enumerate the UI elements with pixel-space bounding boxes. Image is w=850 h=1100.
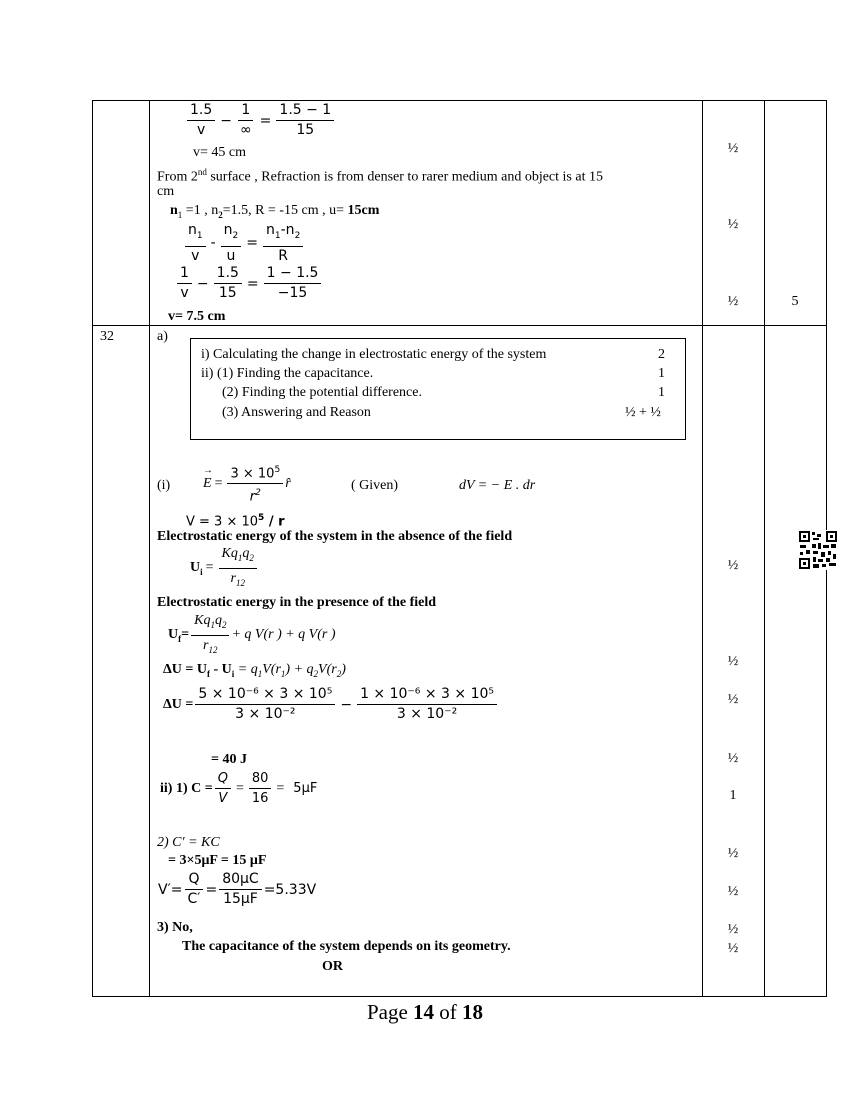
- q32-mark-7: ½: [727, 884, 739, 899]
- ui-expression: $U_i$ = $\frac{Kq_1q_2}{r_{12}}$: [190, 545, 259, 592]
- box-line-3-mark: 1: [658, 385, 665, 400]
- qr-code-icon: [798, 530, 838, 570]
- c-prime-value: = 3×5μF = 15 μF: [168, 853, 267, 868]
- potential-expression: $V = 3 \times 10^5 / r$: [186, 513, 285, 530]
- table-top-border: [92, 100, 827, 101]
- delta-u-calculation: ΔU = $\frac{\text{5 × 10⁻⁶ × 3 × 10⁵}}{\text{3 × 10⁻²}}$ − $\frac{\text{1 × 10⁻⁶ × 3 × 10⁵}}{\text{3 × 10⁻²}}$: [163, 686, 499, 723]
- q32-mark-9: ½: [727, 941, 739, 956]
- capacitance-expression: ii) 1) C = $\frac{Q}{V}$ = $\frac{80}{16}$ = 5μF: [160, 771, 318, 806]
- dv-relation: dV = − E . dr: [459, 478, 536, 493]
- col-border-marks: [702, 100, 703, 997]
- col-border-qno: [149, 100, 150, 997]
- box-line-4-mark: ½ + ½: [625, 405, 661, 420]
- table-bottom-border: [92, 996, 827, 997]
- box-line-3: (2) Finding the potential difference.: [222, 385, 422, 400]
- q31-mark-3: ½: [727, 294, 739, 309]
- question-number: 32: [100, 329, 114, 344]
- q31-given-values: $n_1 =1$ , $n_2=1.5$, R = -15 cm , u= 15cm: [170, 203, 380, 220]
- box-line-2-mark: 1: [658, 366, 665, 381]
- q32-mark-5: 1: [729, 788, 737, 803]
- box-line-1-mark: 2: [658, 347, 665, 362]
- q32-mark-8: ½: [727, 922, 739, 937]
- q32-mark-4: ½: [727, 751, 739, 766]
- q31-result1: v= 45 cm: [193, 145, 246, 160]
- marking-scheme-box: [190, 338, 686, 440]
- field-expression: → E = $\frac{3 \times 10^5}{r^2}$ r̂: [203, 462, 291, 506]
- q32-mark-3: ½: [727, 692, 739, 707]
- given-label: ( Given): [351, 478, 399, 493]
- q31-second-surface: From 2nd surface , Refraction is from denser to rarer medium and object is at 15: [157, 167, 603, 185]
- answer-reason: The capacitance of the system depends on its geometry.: [182, 939, 511, 954]
- q31-total-marks: 5: [791, 294, 799, 309]
- part-label: a): [157, 329, 168, 344]
- box-line-4: (3) Answering and Reason: [222, 405, 371, 420]
- v-prime-expression: V′= $\frac{Q}{C'}$ = $\frac{80\mu C}{15\mu F}$ =5.33V: [158, 871, 317, 907]
- q32-mark-1: ½: [727, 558, 739, 573]
- c-prime-relation: 2) C′ = KC: [157, 835, 220, 850]
- q31-mark-2: ½: [727, 217, 739, 232]
- part-i-label: (i): [157, 478, 171, 493]
- q31-eq3: $\frac{1}{v}$ − $\frac{1.5}{15}$ = $\frac{1 - 1.5}{-15}$: [175, 265, 323, 302]
- page-footer: Page 14 of 18: [366, 1000, 484, 1024]
- uf-expression: $U_f=$ $\frac{Kq_1q_2}{r_{12}}$ + q V(r ) + q V(r ): [168, 613, 336, 655]
- delta-u-expression: $\Delta U = U_f - U_i = q_1V(r_1) + q_2V(r_2)$: [163, 662, 346, 679]
- q31-mark-1: ½: [727, 141, 739, 156]
- presence-field-heading: Electrostatic energy in the presence of the field: [157, 595, 437, 610]
- q31-second-surface-cont: cm: [157, 184, 175, 199]
- q32-mark-2: ½: [727, 654, 739, 669]
- q31-result2: v= 7.5 cm: [168, 309, 226, 324]
- col-border-total: [764, 100, 765, 997]
- answer-no: 3) No,: [157, 920, 193, 935]
- row-divider: [92, 325, 827, 326]
- delta-u-result: = 40 J: [211, 752, 247, 767]
- box-line-2: ii) (1) Finding the capacitance.: [201, 366, 374, 381]
- q31-eq1: $\frac{1.5}{v}$ − $\frac{1}{\infty}$ = $\frac{1.5 - 1}{15}$: [185, 102, 336, 139]
- q32-mark-6: ½: [727, 846, 739, 861]
- absent-field-heading: Electrostatic energy of the system in the absence of the field: [157, 529, 513, 544]
- col-border-left: [92, 100, 93, 997]
- q31-eq2: $\frac{n_1}{v}$ - $\frac{n_2}{u}$ = $\frac{n_1-n_2}{R}$: [183, 222, 305, 265]
- box-line-1: i) Calculating the change in electrostatic energy of the system: [201, 347, 547, 362]
- or-separator: OR: [322, 959, 343, 974]
